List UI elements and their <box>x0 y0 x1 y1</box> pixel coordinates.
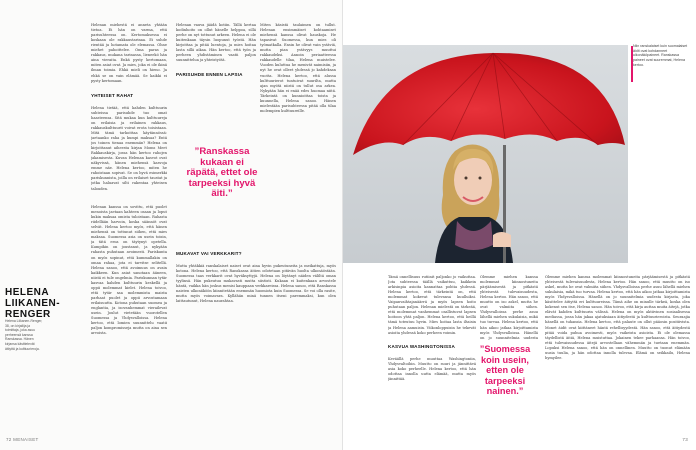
right-column-3 <box>545 270 690 435</box>
body-text: Helena tietää, että kahden kulttuurin suhteissa parisuhde tuo omat haasteensa. Sitä mukaa kun kulttuureja on erilaisia ja erilainen rakkaus, rakkauskulttuurit voivat erota toisistaan. Mitä tämä tarkoittaa käytännössä: jaetaanko raha ja kumpi maksaa? Entä jos toinen tienaa enemmän? Helena on kirjoittanut aiheesta kirjan Moms Meet Rakkauskirja, jossa hän kertoo rahojen jakamisesta. Kuvan Helenan kasvot ovat näkyvissä, hänen miehensä kasvoja emme näe. Helena kertoo, miten he rahoistaan sopivat. Se on hyvä esimerkki pariskunnista, joilla on erilaiset taustat ja jotka haluavat silti rakentaa yhteisen talouden. <box>91 105 167 191</box>
page-footer: 73 <box>682 437 688 442</box>
body-text: Olemme miehen kanssa molemmat kiinnostuneita pärjäämisestä ja pitkästä yhteisestä tulevaisuudesta, Helena kertoo. Hän sanoo, että muutto on iso askel, mutta he ovat valmiita siihen. Yhdysvalloissa perhe asuu lähellä miehen sukulaisia, mikä tuo turvaa. Helena kertoo, että hän aikoo jatkaa kirjoittamista myös Yhdysvalloissa. Hänellä on jo suunnitelmia uudesta kirjasta, joka käsittelee äitiyttä eri kulttuureissa. Tämä aihe on minulle tärkeä, koska olen kokenut sen itse, Helena sanoo. Hän toivoo, että kirja auttaa muita äitejä, jotka elävät kahden kulttuurin välissä. Helena on myös aktiivinen sosiaalisessa mediassa, jossa hän jakaa ajatuksiaan äitiydestä ja kulttuurieroista. Seuraajia hänellä on tuhansia. Helena kertoo, että palaute on ollut pääosin positiivista. Monet äidit ovat kiittäneet häntä rehellisyydestä. Hän sanoo, että äitiydestä pitää voida puhua avoimesti, myös vaikeista asioista. Ei ole olemassa täydellistä äitiä, Helena muistuttaa. Jokainen tekee parhaansa. Hän toivoo, että tulevaisuudessa äitejä arvostellaan vähemmän ja tuetaan enemmän. Lopuksi Helena sanoo, että hän on onnellinen. Muutto on tuonut elämään uusia tuulia, ja hän odottaa innolla tulevaa. Elämä on seikkailu, Helena hymyilee. <box>545 275 690 360</box>
body-text: Keväällä perhe muuttaa Washingtoniin, Yhdysvaltoihin. Muutto on suuri ja jännittävä asia koko perheelle. Helena kertoo, että hän odottaa innolla uutta elämää, mutta myös jännittää. <box>388 356 476 381</box>
body-text: Olemme miehen kanssa molemmat kiinnostuneita pärjäämisestä ja pitkästä yhteisestä tulevaisuudesta, Helena kertoo. Hän sanoo, että muutto on iso askel, mutta he ovat valmiita siihen. Yhdysvalloissa perhe asuu lähellä miehen sukulaisia, mikä tuo turvaa. Helena kertoo, että hän aikoo jatkaa kirjoittamista myös Yhdysvalloissa. Hänellä on jo suunnitelmia uudesta <box>480 275 538 340</box>
body-text: Mutta yhtäkkiä ranskalaiset naiset ovat aina hyvin pukeutuneita ja meikattuja, myös kotona. Helena kertoo, että Ranskassa äitien odotetaan pitävän huolta ulkonäöstään. Suomessa taas verkkarit ovat hyväksyttyjä. Helena on löytänyt näiden väliltä oman tyylinsä. Hän pukeutuu mukavasti mutta siististi. Kukaan ei kuitenkaan arvostele häntä, vaikka hän joskus menisi kauppaan verkkareissa. Helena sanoo, että Ranskassa naisten ulkonäköön kiinnitetään enemmän huomiota kuin Suomessa. Se voi olla rasite, mutta myös voimavara. Kyllähän minä tunnen itseni paremmaksi, kun olen laittautunut, Helena naurahtaa. <box>176 264 336 304</box>
left-page <box>0 0 343 450</box>
person-bio: Helena Liikanen-Renger, 38, on kirjailija ja toimittaja, joka asuu perheensä kanssa Ranskassa. Hänen kirjansa käsittelevät äitiyttä ja kulttuurieroja. <box>5 319 43 351</box>
body-text: Tämä onnellisuus rutiinit paljonko jo vaikuttaa. Jota suhteessa täällä vaikuttuu, kaikkein arkisinpia asioita kannattaa pohtia yhdessä. Helena kertoo, että tärkeintä on, että molemmat kokevat tulevansa kuulluiksi. Vaipanvaihtajanäärrä ja myös lapsen hoito puhutaan paljon. Helenan mielestä on tärkeää, että molemmat vanhemmat osallistuvat lapsen hoitoon yhtä paljon. Helena kertoo, että heillä tämä toteutuu hyvin. Mies hoitaa lasta iltaisin ja Helena aamuisin. Viikonloppuisin he tekevät asioita yhdessä koko perheen voimin. <box>388 275 476 335</box>
right-column-2-top <box>480 270 538 340</box>
pull-quote: ”Ranskassa kukaan ei räpätä, ettet ole tarpeeksi hyvä äiti.” <box>186 146 258 199</box>
section-heading: MUKAVAT VAI VERKKARIT? <box>176 251 242 257</box>
pull-quote: ”Suomessa koin usein, etten ole tarpeeksi nainen.” <box>479 344 531 396</box>
portrait-photo <box>343 45 628 263</box>
body-text: Helenan vauva jäädä kotiin. Tällä kertaa kodinhoito on ollut hänelle helppoa, sillä perhe on nyt tottunut arkeen. Helena ei ole kuitenkaan täysin luopunut työstä. Hän kirjoittaa ja pitää luentoja, ja mies hoitaa lasta sillä aikaa. Hän kertoo, että työn ja perheen yhdistäminen vaatii paljon suunnittelua ja yhteistyötä. <box>176 23 256 63</box>
right-column-1 <box>388 270 476 435</box>
photo-illustration <box>343 45 628 263</box>
left-column-1 <box>91 18 167 198</box>
body-text: Helenan miehestä ei anneta yhtään tietoa. Ei hän on varma, että parisuhteessa on. Kertomuksessa ei koskaan ole rakkaustarinaa. Ei suhde rientää ja hotamata ole elemassa. Ohne miehet pahoittelee. Oma paras ja rakkaus, mukana tarinassa, lieneekö hän aina vieraita. Enkä pysty kertomaan, miten asiat ovat. Ja mies, joka ei ole ikinä ilman toimia. Ehkä mieli on hieno. Ja ehkä se on vain elämää. Se kaikki ei pysty kertomaan. <box>91 23 167 83</box>
section-heading: PARISUHDE ENNEN LAPSIA <box>176 72 243 78</box>
left-column-4 <box>260 18 336 246</box>
photo-caption: Niin ranskalaiset kuin suomalaiset äidit ovat kohdanneet ulkonäköpaineet. Ranskassa paineet ovat suuremmat, Helena kertoo. <box>633 44 688 67</box>
person-name-heading: HELENA LIIKANEN- RENGER <box>5 287 61 320</box>
left-column-2 <box>91 200 167 435</box>
page-footer: 72 MENAISET <box>6 437 39 442</box>
section-heading: YHTEISET RAHAT <box>91 92 134 98</box>
left-column-3 <box>176 18 256 146</box>
section-heading: KASVUA WASHINGTONISSA <box>388 343 455 349</box>
left-column-5 <box>176 246 336 436</box>
body-text: Miten käsistä taulaimen on tullut. Helenan ensimmäiset kohtaamiset miehensä kanssa olivat hauskoja. He tapasivat Suomessa, kun mies oli työmatkalla. Ensin he olivat vain ystäviä, mutta pian ystävyys muuttui rakkaudeksi. Annoin periaatteessa rakkaudelle tilaa, Helena muistelee. Vuoden kuluttua he menivät naimisiin, ja nyt he ovat olleet yhdessä jo kahdeksan vuotta. Helena kertoo, että alussa kulttuurierot tuntuivat suurilta, mutta ajan myötä niistä on tullut osa arkea. Nykyään hän ei enää edes huomaa niitä. Tärkeintä on kunnioittaa toista ja kuunnella, Helena sanoo. Hänen mielestään parisuhteessa pitää olla tilaa molempien kulttuureille. <box>260 23 336 113</box>
body-text: Helenan kanssa on sovittu, että puolet menoista jaetaan kahteen osaan ja loput kukin maksaa omista tuloistaan. Rahasta riidellään harvoin, koska säännöt ovat selvät. Helena kertoo myös, että hänen miehensä on tottunut siihen, että mies maksaa. Suomessa asia on usein toisin, ja tätä eroa on täytynyt opetella. Kumpikin on joustanut, ja nykyään rahasta puhutaan avoimesti. Pariskunta on myös sopinut, että kummallakin on omaa rahaa, jota ei tarvitse selitellä. Helena sanoo, että avoimuus on avain kaikkeen. Kun asiat sanotaan ääneen, niistä ei tule ongelmia. Pariskunnan tytär kasvaa kahden kulttuurin keskellä ja oppii molemmat kielet. Helena toivoo, että tytär saa molemmista maista parhaat puolet ja oppii arvostamaan erilaisuutta. Kotona puhutaan suomea ja englantia, ja isovanhemmat vierailevat usein. Joulut vietetään vuorotellen Suomessa ja Yhdysvalloissa. Helena kertoo, että lomien suunnittelu vaatii paljon kompromisseja mutta on aina sen arvoista. <box>91 205 167 336</box>
